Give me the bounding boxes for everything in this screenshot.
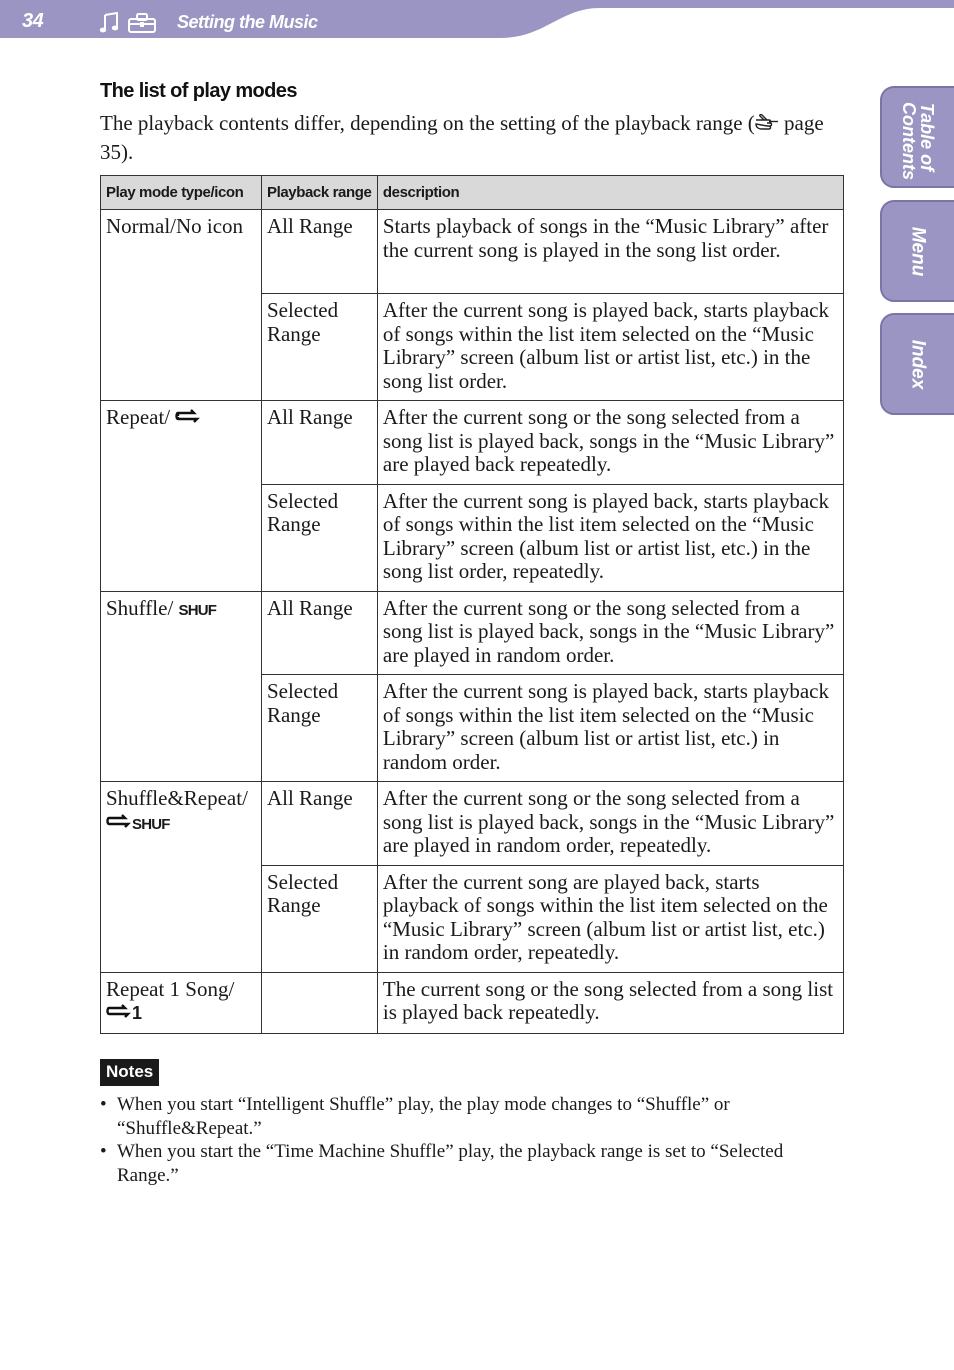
repeat-icon — [175, 407, 201, 431]
table-row — [101, 591, 844, 675]
header-title: Setting the Music — [177, 12, 318, 32]
header-description: description — [377, 176, 843, 210]
description-cell: Starts playback of songs in the “Music Library” after the current song is played in the song list order. — [377, 210, 843, 294]
range-cell — [261, 972, 377, 1033]
table-row — [101, 210, 844, 294]
note-text: When you start “Intelligent Shuffle” play, the play mode changes to “Shuffle” or “Shuffle&Repeat.” — [117, 1094, 730, 1139]
tab-menu-label: Menu — [907, 226, 929, 276]
range-cell: All Range — [261, 210, 377, 294]
mode-cell-shuffle — [101, 591, 262, 782]
mode-cell-normal — [101, 210, 262, 401]
table-row — [101, 972, 844, 1033]
page-number: 34 — [22, 10, 44, 32]
description-cell: After the current song is played back, starts playback of songs within the list item selected on the “Music Library” screen (album list or artist list, etc.) in the song list order, repeatedly. — [377, 484, 843, 591]
description-cell: After the current song are played back, starts playback of songs within the list item selected on the “Music Library” screen (album list or artist list, etc.) in random order, repeatedly. — [377, 865, 843, 972]
notes-list — [100, 1093, 840, 1187]
mode-cell-repeat — [101, 401, 262, 592]
page-header — [0, 0, 954, 40]
range-cell: All Range — [261, 591, 377, 675]
mode-name: Shuffle&Repeat/ — [106, 786, 248, 810]
list-item — [100, 1140, 840, 1187]
description-cell: The current song or the song selected from a song list is played back repeatedly. — [377, 972, 843, 1033]
shuffle-repeat-icon — [106, 810, 170, 834]
mode-name: Normal/No icon — [106, 214, 244, 238]
description-cell: After the current song or the song selected from a song list is played back, songs in the “Music Library” are played back repeatedly. — [377, 401, 843, 485]
range-cell: Selected Range — [261, 484, 377, 591]
shuffle-icon: SHUF — [178, 601, 217, 619]
intro-text: The playback contents differ, depending on the setting of the playback range ( — [100, 111, 755, 135]
section-title: The list of play modes — [100, 80, 297, 102]
range-cell: Selected Range — [261, 294, 377, 401]
table-header-row — [101, 176, 844, 210]
tab-index[interactable] — [880, 313, 954, 415]
tab-menu[interactable] — [880, 200, 954, 302]
description-cell: After the current song or the song selected from a song list is played back, songs in the “Music Library” are played in random order. — [377, 591, 843, 675]
list-item — [100, 1093, 840, 1140]
tab-table-of-contents-label: Table of Contents — [899, 102, 937, 180]
mode-name: Repeat/ — [106, 405, 176, 429]
tab-index-label: Index — [907, 339, 929, 389]
repeat-one-icon-text: 1 — [132, 1003, 142, 1023]
tab-table-of-contents[interactable] — [880, 86, 954, 188]
description-cell: After the current song is played back, starts playback of songs within the list item selected on the “Music Library” screen (album list or artist list, etc.) in random order. — [377, 675, 843, 782]
table-row — [101, 782, 844, 866]
header-playback-range: Playback range — [261, 176, 377, 210]
notes-label: Notes — [100, 1059, 159, 1086]
intro-page-ref: page 35). — [100, 111, 824, 164]
note-text: When you start the “Time Machine Shuffle” play, the playback range is set to “Selected Range.” — [117, 1141, 784, 1186]
mode-name: Shuffle/ — [106, 595, 179, 620]
mode-cell-repeat-one — [101, 972, 262, 1033]
shuffle-repeat-icon-text: SHUF — [132, 815, 170, 833]
range-cell: All Range — [261, 782, 377, 866]
range-cell: All Range — [261, 401, 377, 485]
pointing-hand-icon — [755, 112, 779, 139]
table-row — [101, 401, 844, 485]
play-modes-table — [100, 175, 844, 1034]
header-play-mode: Play mode type/icon — [101, 176, 262, 210]
range-cell: Selected Range — [261, 675, 377, 782]
repeat-one-icon — [106, 1000, 141, 1024]
mode-name: Repeat 1 Song/ — [106, 976, 235, 1001]
description-cell: After the current song or the song selected from a song list is played back, songs in the “Music Library” are played in random order, repeatedly. — [377, 782, 843, 866]
bullet: • — [100, 1141, 107, 1162]
intro-paragraph — [100, 110, 830, 166]
mode-cell-shuffle-repeat — [101, 782, 262, 973]
range-cell: Selected Range — [261, 865, 377, 972]
bullet: • — [100, 1094, 107, 1115]
description-cell: After the current song is played back, starts playback of songs within the list item selected on the “Music Library” screen (album list or artist list, etc.) in the song list order. — [377, 294, 843, 401]
